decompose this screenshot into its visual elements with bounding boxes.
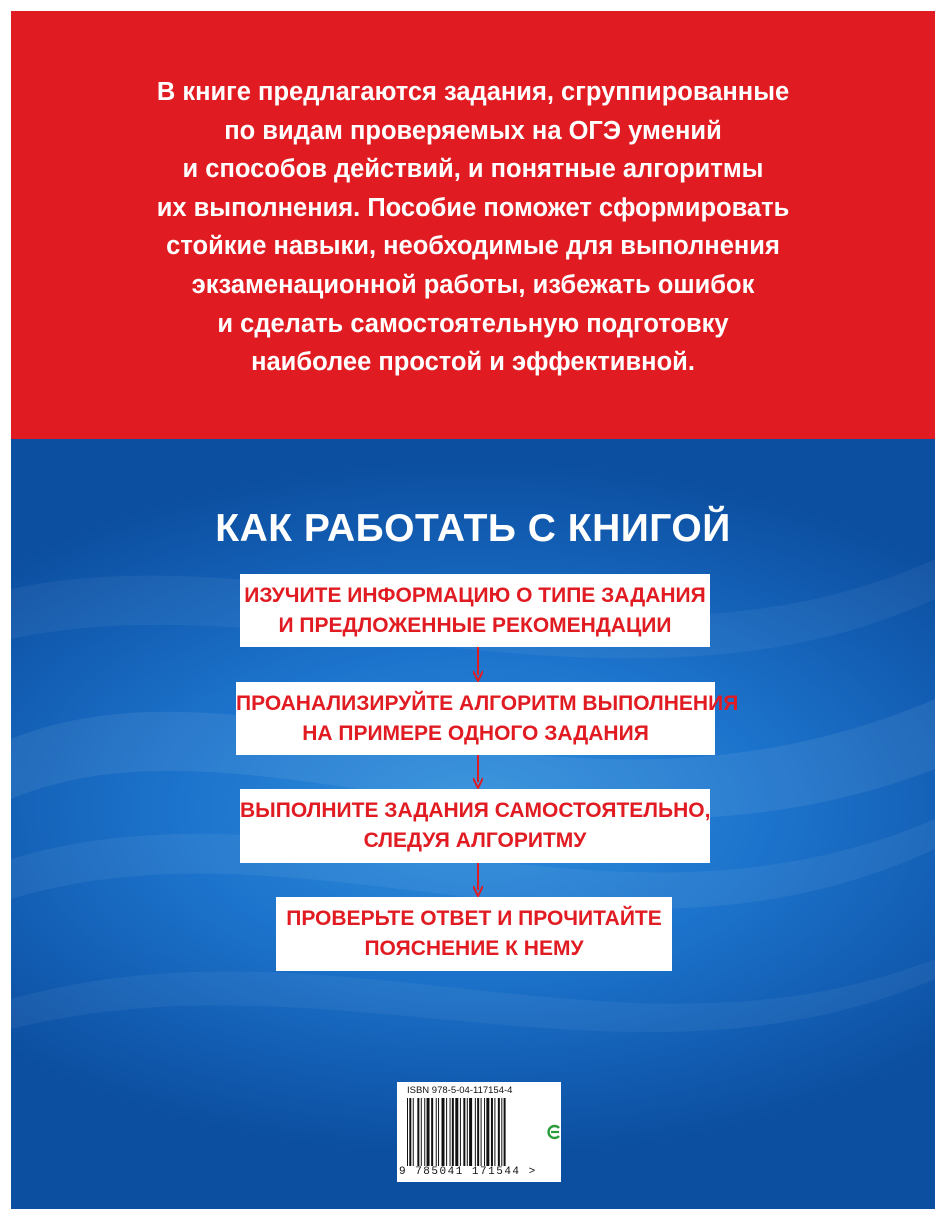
annotation-line: по видам проверяемых на ОГЭ умений [224,116,722,145]
barcode-bars [407,1098,541,1166]
step-check-answer [276,897,672,971]
annotation-line: В книге предлагаются задания, сгруппированные [156,78,790,106]
annotation-line: и способов действий, и понятные алгоритмы [182,155,764,184]
step-line: СЛЕДУЯ АЛГОРИТМУ [363,829,587,852]
how-to-title: КАК РАБОТАТЬ С КНИГОЙ [215,507,731,550]
down-arrow-icon [473,755,483,789]
step-do-tasks [240,789,710,863]
step-line: И ПРЕДЛОЖЕННЫЕ РЕКОМЕНДАЦИИ [278,613,672,637]
step-line: ВЫПОЛНИТЕ ЗАДАНИЯ САМОСТОЯТЕЛЬНО, [240,799,711,822]
annotation-line: стойкие навыки, необходимые для выполнения [166,232,780,261]
step-line: ПРОАНАЛИЗИРУЙТЕ АЛГОРИТМ ВЫПОЛНЕНИЯ [236,691,739,715]
step-line: ПРОВЕРЬТЕ ОТВЕТ И ПРОЧИТАЙТЕ [286,907,662,930]
annotation-line: и сделать самостоятельную подготовку [217,309,729,338]
book-back-cover [11,11,935,1209]
down-arrow-icon [473,647,483,682]
down-arrow-icon [473,863,483,897]
annotation-line: наиболее простой и эффективной. [251,348,695,377]
eksmo-logo-icon [546,1124,562,1140]
step-line: НА ПРИМЕРЕ ОДНОГО ЗАДАНИЯ [302,721,649,745]
blue-instructions-panel [11,439,935,1209]
annotation-line: их выполнения. Пособие поможет сформировать [156,193,790,222]
step-line: ИЗУЧИТЕ ИНФОРМАЦИЮ О ТИПЕ ЗАДАНИЯ [244,583,706,607]
annotation-line: экзаменационной работы, избежать ошибок [191,270,755,299]
step-study-info [240,574,710,647]
step-line: ПОЯСНЕНИЕ К НЕМУ [364,937,584,960]
isbn-label: ISBN 978-5-04-117154-4 [407,1085,513,1096]
isbn-barcode [397,1082,561,1182]
red-annotation-panel [11,11,935,439]
step-analyze-algorithm [236,682,739,755]
barcode-digits: 9 785041 171544 > [399,1166,537,1178]
book-annotation [11,73,935,382]
